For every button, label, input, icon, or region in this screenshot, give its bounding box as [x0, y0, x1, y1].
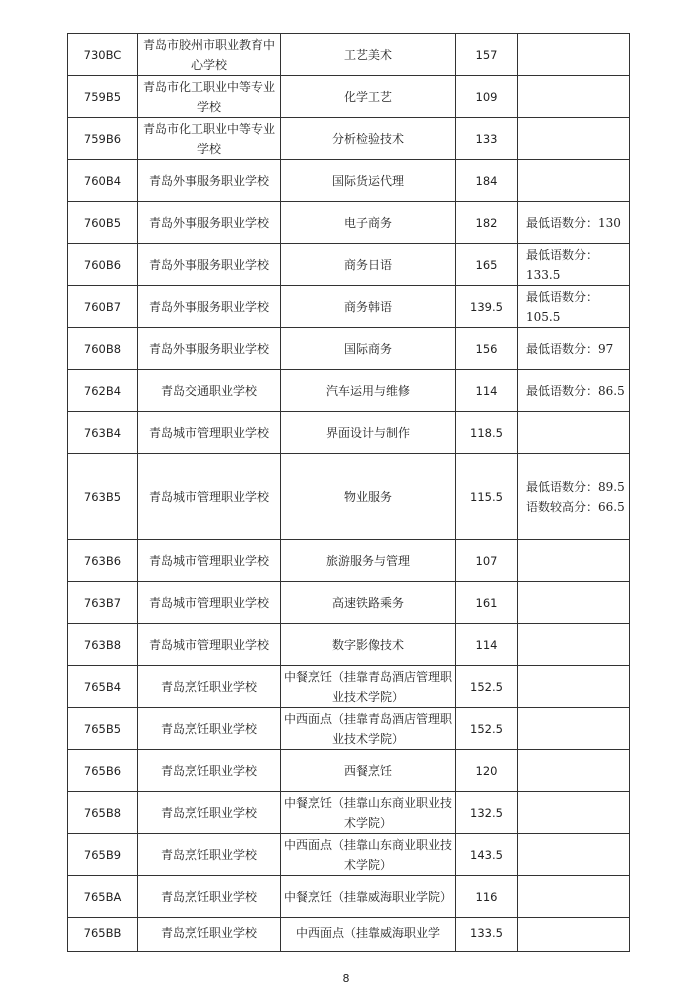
- remark-cell: [518, 582, 630, 624]
- major-code-cell: 765B9: [68, 834, 138, 876]
- major-code-cell: 760B5: [68, 202, 138, 244]
- table-row: [68, 370, 630, 412]
- major-code-cell: 765B6: [68, 750, 138, 792]
- table-row: [68, 454, 630, 540]
- min-score-cell: 156: [456, 328, 518, 370]
- school-name-cell: 青岛外事服务职业学校: [138, 244, 281, 286]
- major-code-cell: 760B8: [68, 328, 138, 370]
- school-name-cell: 青岛烹饪职业学校: [138, 834, 281, 876]
- table-row: [68, 118, 630, 160]
- table-row: [68, 876, 630, 918]
- remark-cell: [518, 708, 630, 750]
- table-row: [68, 160, 630, 202]
- min-score-cell: 118.5: [456, 412, 518, 454]
- major-name-cell: 中餐烹饪（挂靠青岛酒店管理职业技术学院）: [281, 666, 456, 708]
- major-name-cell: 中西面点（挂靠山东商业职业技术学院）: [281, 834, 456, 876]
- min-score-cell: 107: [456, 540, 518, 582]
- major-code-cell: 759B6: [68, 118, 138, 160]
- school-name-cell: 青岛市化工职业中等专业学校: [138, 76, 281, 118]
- min-score-cell: 161: [456, 582, 518, 624]
- table-row: [68, 244, 630, 286]
- min-score-cell: 120: [456, 750, 518, 792]
- remark-cell: [518, 666, 630, 708]
- major-code-cell: 760B7: [68, 286, 138, 328]
- min-score-cell: 116: [456, 876, 518, 918]
- major-code-cell: 760B4: [68, 160, 138, 202]
- remark-cell: [518, 750, 630, 792]
- major-code-cell: 730BC: [68, 34, 138, 76]
- major-code-cell: 765BB: [68, 918, 138, 952]
- school-name-cell: 青岛城市管理职业学校: [138, 540, 281, 582]
- school-name-cell: 青岛外事服务职业学校: [138, 286, 281, 328]
- major-name-cell: 中西面点（挂靠威海职业学: [281, 918, 456, 952]
- major-name-cell: 工艺美术: [281, 34, 456, 76]
- min-score-cell: 152.5: [456, 708, 518, 750]
- table-row: [68, 412, 630, 454]
- remark-cell: 最低语数分：97: [518, 328, 630, 370]
- major-name-cell: 西餐烹饪: [281, 750, 456, 792]
- min-score-cell: 114: [456, 370, 518, 412]
- major-name-cell: 商务韩语: [281, 286, 456, 328]
- table-row: [68, 286, 630, 328]
- table-row: [68, 750, 630, 792]
- min-score-cell: 139.5: [456, 286, 518, 328]
- major-code-cell: 762B4: [68, 370, 138, 412]
- min-score-cell: 133: [456, 118, 518, 160]
- table-row: [68, 918, 630, 952]
- min-score-cell: 143.5: [456, 834, 518, 876]
- major-name-cell: 汽车运用与维修: [281, 370, 456, 412]
- school-name-cell: 青岛烹饪职业学校: [138, 876, 281, 918]
- major-name-cell: 国际货运代理: [281, 160, 456, 202]
- school-name-cell: 青岛城市管理职业学校: [138, 582, 281, 624]
- school-name-cell: 青岛烹饪职业学校: [138, 792, 281, 834]
- major-code-cell: 763B5: [68, 454, 138, 540]
- table-row: [68, 582, 630, 624]
- remark-cell: 最低语数分：86.5: [518, 370, 630, 412]
- table-row: [68, 540, 630, 582]
- min-score-cell: 133.5: [456, 918, 518, 952]
- school-name-cell: 青岛城市管理职业学校: [138, 624, 281, 666]
- school-name-cell: 青岛烹饪职业学校: [138, 750, 281, 792]
- remark-cell: [518, 34, 630, 76]
- table-row: [68, 328, 630, 370]
- school-name-cell: 青岛城市管理职业学校: [138, 412, 281, 454]
- remark-cell: [518, 540, 630, 582]
- major-name-cell: 分析检验技术: [281, 118, 456, 160]
- min-score-cell: 132.5: [456, 792, 518, 834]
- major-name-cell: 商务日语: [281, 244, 456, 286]
- school-name-cell: 青岛烹饪职业学校: [138, 666, 281, 708]
- table-row: [68, 34, 630, 76]
- admission-score-table: [67, 33, 630, 952]
- school-name-cell: 青岛城市管理职业学校: [138, 454, 281, 540]
- major-name-cell: 中餐烹饪（挂靠威海职业学院）: [281, 876, 456, 918]
- remark-cell: [518, 76, 630, 118]
- school-name-cell: 青岛烹饪职业学校: [138, 918, 281, 952]
- major-code-cell: 763B4: [68, 412, 138, 454]
- school-name-cell: 青岛外事服务职业学校: [138, 160, 281, 202]
- major-name-cell: 数字影像技术: [281, 624, 456, 666]
- major-name-cell: 物业服务: [281, 454, 456, 540]
- min-score-cell: 115.5: [456, 454, 518, 540]
- major-name-cell: 中餐烹饪（挂靠山东商业职业技术学院）: [281, 792, 456, 834]
- remark-cell: 最低语数分：133.5: [518, 244, 630, 286]
- remark-cell: 最低语数分：105.5: [518, 286, 630, 328]
- min-score-cell: 184: [456, 160, 518, 202]
- major-code-cell: 765BA: [68, 876, 138, 918]
- table-row: [68, 202, 630, 244]
- admission-score-table-container: [67, 33, 629, 952]
- major-code-cell: 765B4: [68, 666, 138, 708]
- major-name-cell: 界面设计与制作: [281, 412, 456, 454]
- min-score-cell: 114: [456, 624, 518, 666]
- major-name-cell: 高速铁路乘务: [281, 582, 456, 624]
- table-row: [68, 708, 630, 750]
- major-code-cell: 763B6: [68, 540, 138, 582]
- min-score-cell: 152.5: [456, 666, 518, 708]
- major-code-cell: 763B7: [68, 582, 138, 624]
- table-row: [68, 834, 630, 876]
- remark-cell: [518, 118, 630, 160]
- remark-cell: [518, 624, 630, 666]
- remark-cell: [518, 876, 630, 918]
- remark-cell: [518, 834, 630, 876]
- remark-cell: [518, 918, 630, 952]
- school-name-cell: 青岛市化工职业中等专业学校: [138, 118, 281, 160]
- major-name-cell: 国际商务: [281, 328, 456, 370]
- min-score-cell: 109: [456, 76, 518, 118]
- major-name-cell: 电子商务: [281, 202, 456, 244]
- school-name-cell: 青岛交通职业学校: [138, 370, 281, 412]
- remark-cell: [518, 412, 630, 454]
- school-name-cell: 青岛外事服务职业学校: [138, 202, 281, 244]
- school-name-cell: 青岛烹饪职业学校: [138, 708, 281, 750]
- page-number: 8: [342, 972, 350, 985]
- major-name-cell: 旅游服务与管理: [281, 540, 456, 582]
- major-code-cell: 765B8: [68, 792, 138, 834]
- min-score-cell: 157: [456, 34, 518, 76]
- remark-cell: [518, 792, 630, 834]
- remark-cell: 最低语数分：130: [518, 202, 630, 244]
- remark-cell: [518, 160, 630, 202]
- min-score-cell: 165: [456, 244, 518, 286]
- major-code-cell: 763B8: [68, 624, 138, 666]
- school-name-cell: 青岛外事服务职业学校: [138, 328, 281, 370]
- school-name-cell: 青岛市胶州市职业教育中心学校: [138, 34, 281, 76]
- table-row: [68, 666, 630, 708]
- table-row: [68, 624, 630, 666]
- remark-cell: 最低语数分：89.5语数较高分：66.5: [518, 454, 630, 540]
- major-name-cell: 中西面点（挂靠青岛酒店管理职业技术学院）: [281, 708, 456, 750]
- major-code-cell: 759B5: [68, 76, 138, 118]
- major-name-cell: 化学工艺: [281, 76, 456, 118]
- table-row: [68, 76, 630, 118]
- major-code-cell: 760B6: [68, 244, 138, 286]
- min-score-cell: 182: [456, 202, 518, 244]
- major-code-cell: 765B5: [68, 708, 138, 750]
- table-row: [68, 792, 630, 834]
